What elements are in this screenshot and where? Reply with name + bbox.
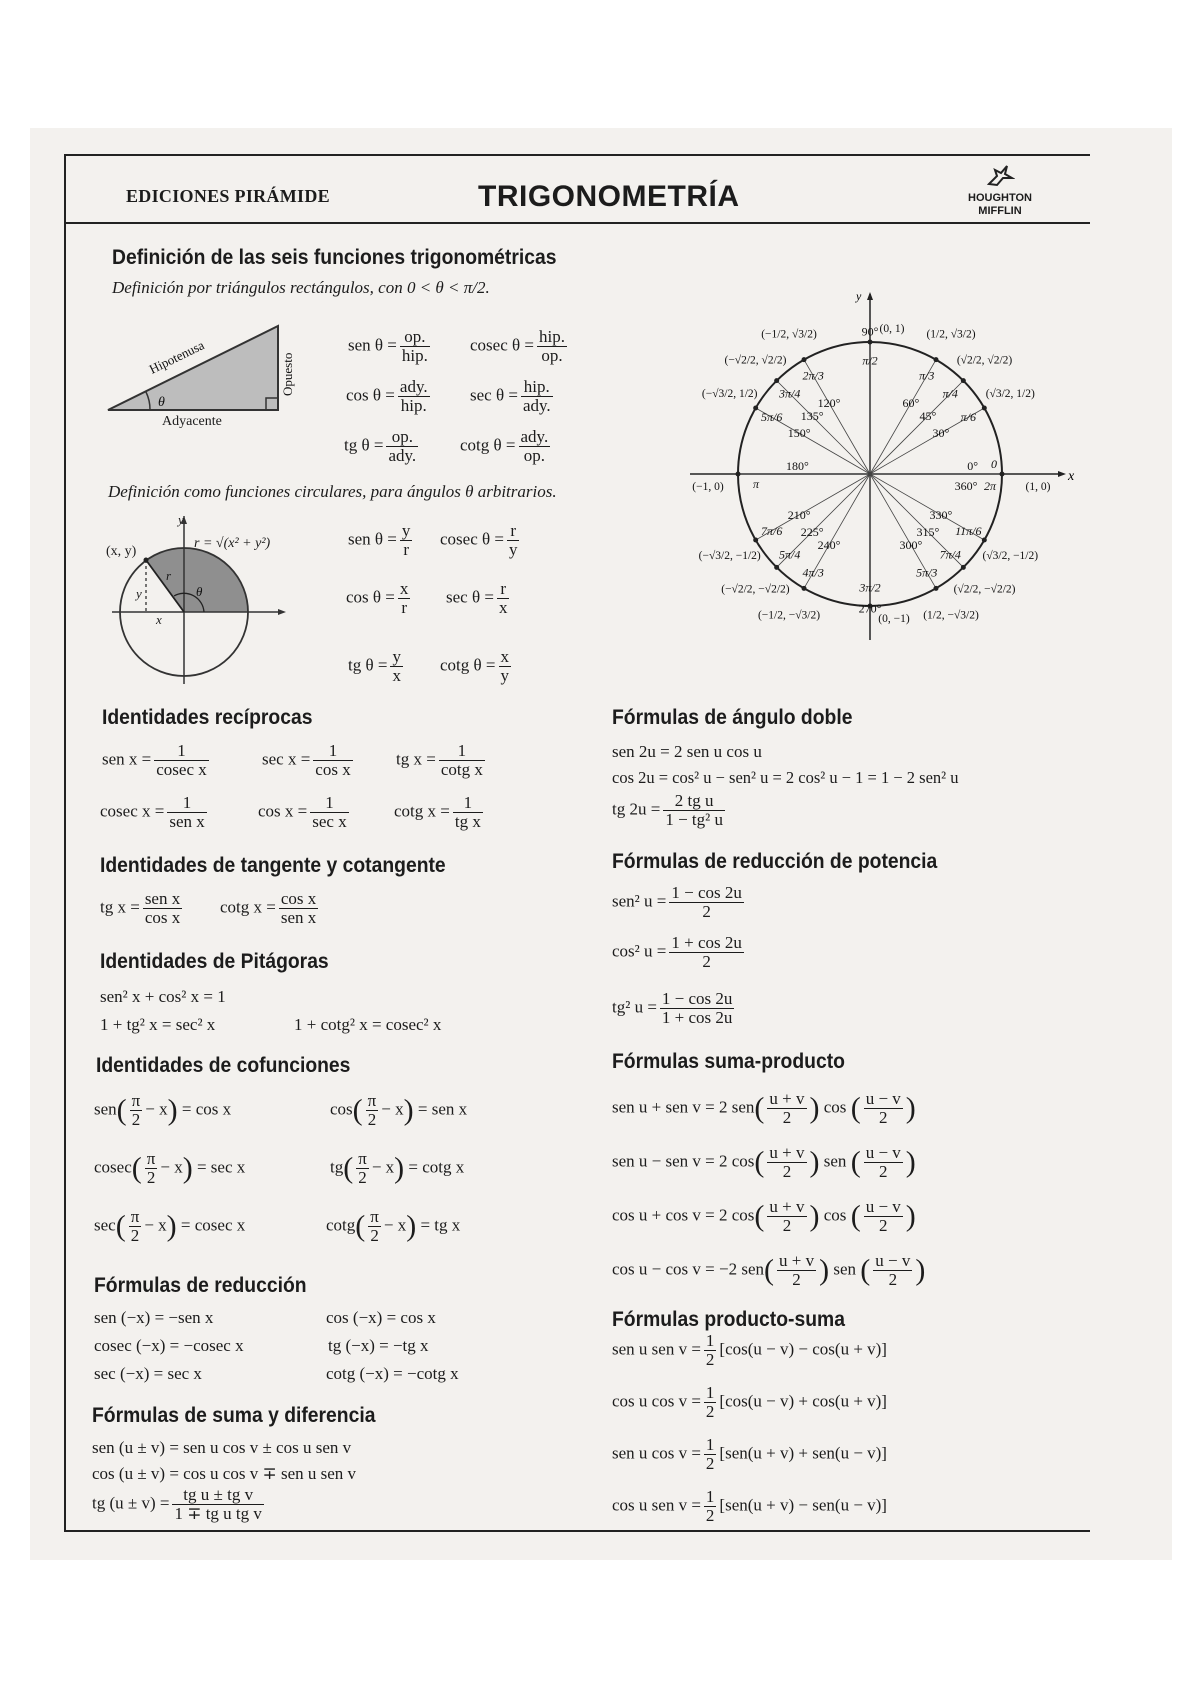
formula-sec-hip-ady: sec θ = hip. ady. [470, 377, 551, 415]
cofunction-3: tg( $\frac{\pi}{2}$ − x) = cotg x [330, 1149, 465, 1187]
uc-deg-120: 120° [817, 396, 841, 411]
uc-deg-240: 240° [817, 537, 841, 552]
uc-deg-90: 90° [861, 324, 879, 339]
uc-deg-150: 150° [787, 426, 811, 441]
uc-point-120: (−1/2, √3/2) [761, 328, 817, 341]
formula-sen-y-r: sen θ = $\frac{y}{r}$ [348, 521, 411, 559]
uc-dot-300 [934, 586, 939, 591]
uc-point-30: (√3/2, 1/2) [985, 388, 1035, 400]
uc-dot-120 [802, 357, 807, 362]
cofunction-1: cos( $\frac{\pi}{2}$ − x) = sen x [330, 1091, 468, 1129]
formula-sen-op-hip: sen θ = op. hip. [348, 327, 428, 365]
uc-rad-150: 5π/6 [761, 410, 783, 425]
red-cos: cos (−x) = cos x [326, 1308, 436, 1327]
opposite-label: Opuesto [280, 352, 295, 396]
cofunction-5: cotg( $\frac{\pi}{2}$ − x) = tg x [326, 1207, 461, 1245]
uc-point-90: (0, 1) [879, 323, 905, 335]
formula-cos-ady-hip: cos θ = ady. hip. [346, 377, 428, 415]
heading-power-reduction: Fórmulas de reducción de potencia [612, 850, 938, 873]
uc-dot-210 [753, 538, 758, 543]
circle-theta: θ [196, 584, 203, 599]
red-sec: sec (−x) = sec x [94, 1364, 202, 1383]
page-title: TRIGONOMETRÍA [478, 180, 740, 213]
sum-product-1: sen u − sen v = 2 cos( $\frac{u + v}{2}$ ) sen ( $\frac{u - v}{2}$ ) [612, 1143, 916, 1181]
heading-sum-difference: Fórmulas de suma y diferencia [92, 1404, 376, 1427]
uc-rad-210: 7π/6 [761, 523, 783, 538]
header-rule [64, 222, 1090, 224]
cot-identity: cotg x = cos x sen x [220, 889, 317, 927]
publisher-logo [958, 164, 1042, 218]
uc-rad-2pi: 2π [983, 479, 997, 493]
uc-point-330: (√3/2, −1/2) [982, 550, 1039, 562]
uc-deg-330: 330° [929, 507, 953, 522]
sub-right-triangles: Definición por triángulos rectángulos, con 0 < θ < π/2. [112, 278, 490, 297]
uc-point-60: (1/2, √3/2) [926, 328, 976, 341]
heading-sum-product: Fórmulas suma-producto [612, 1050, 845, 1073]
recip-tg: tg x = $\frac{1}{\text{cotg x}}$ [396, 741, 483, 779]
uc-point-150: (−√3/2, 1/2) [701, 388, 758, 400]
circle-r-formula: r = √(x² + y²) [194, 536, 271, 551]
logo-line-2: MIFFLIN [978, 205, 1022, 217]
uc-deg-60: 60° [902, 396, 920, 411]
uc-point-300: (1/2, −√3/2) [923, 609, 979, 622]
sum-product-2: cos u + cos v = 2 cos( $\frac{u + v}{2}$ ) cos ( $\frac{u - v}{2}$ ) [612, 1197, 916, 1235]
circle-point-xy: (x, y) [106, 544, 137, 559]
heading-tan-cot: Identidades de tangente y cotangente [100, 854, 446, 877]
uc-rad-90: π/2 [862, 353, 878, 368]
uc-point-240: (−1/2, −√3/2) [757, 609, 821, 622]
recip-sen: sen x = $\frac{1}{\text{cosec x}}$ [102, 741, 207, 779]
formula-cosec-r-y: cosec θ = $\frac{r}{y}$ [440, 521, 518, 559]
recip-cos: cos x = 1 sec x [258, 793, 347, 831]
circle-axis-y: y [178, 512, 184, 527]
uc-deg-135: 135° [800, 409, 824, 424]
product-sum-3: cos u sen v = $\frac{1}{2}$ [sen(u + v) − sen(u − v)] [612, 1487, 887, 1525]
uc-rad-300: 5π/3 [916, 565, 938, 580]
triangle-theta: θ [158, 395, 165, 410]
uc-rad-45: π/4 [942, 386, 958, 401]
uc-dot-30 [982, 406, 987, 411]
tan-identity: tg x = sen x cos x [100, 889, 181, 927]
heading-reciprocal: Identidades recíprocas [102, 706, 313, 729]
uc-dot-60 [934, 357, 939, 362]
product-sum-0: sen u sen v = $\frac{1}{2}$ [cos(u − v) − cos(u + v)] [612, 1331, 887, 1369]
uc-dot-0 [1000, 472, 1005, 477]
uc-deg-180: 180° [785, 459, 809, 473]
uc-deg-360: 360° [954, 479, 978, 493]
uc-deg-45: 45° [919, 409, 937, 424]
power-sen: sen² u = $\frac{1 - \cos 2u}{2}$ [612, 883, 742, 921]
uc-point-225: (−√2/2, −√2/2) [721, 583, 790, 596]
sumdiff-tg: tg (u ± v) = $\frac{\text{tg u ± tg v}}{\text{1 ∓ tg u tg v}}$ [92, 1485, 262, 1523]
sumdiff-cos: cos (u ± v) = cos u cos v ∓ sen u sen v [92, 1464, 357, 1483]
formula-cosec-hip-op: cosec θ = hip. op. [470, 327, 565, 365]
circle-x-label: x [156, 612, 162, 627]
uc-deg-315: 315° [916, 524, 940, 539]
uc-dot-90 [868, 340, 873, 345]
sumdiff-sen: sen (u ± v) = sen u cos v ± cos u sen v [92, 1438, 352, 1457]
double-tg: tg 2u = $\frac{\text{2 tg u}}{\text{1 − tg² u}}$ [612, 791, 723, 829]
red-cosec: cosec (−x) = −cosec x [94, 1336, 244, 1355]
formula-cotg-ady-op: cotg θ = ady. op. [460, 427, 549, 465]
cofunction-4: sec( $\frac{\pi}{2}$ − x) = cosec x [94, 1207, 246, 1245]
right-triangle-diagram [106, 322, 296, 418]
publisher: EDICIONES PIRÁMIDE [126, 186, 330, 206]
power-cos: cos² u = $\frac{1 + \cos 2u}{2}$ [612, 933, 742, 971]
uc-point-135: (−√2/2, √2/2) [724, 354, 787, 367]
red-sen: sen (−x) = −sen x [94, 1308, 214, 1327]
uc-point-180: (−1, 0) [692, 481, 724, 493]
formula-tg-op-ady: tg θ = op. ady. [344, 427, 417, 465]
uc-point-270: (0, −1) [878, 613, 910, 625]
formula-tg-y-x: tg θ = $\frac{y}{x}$ [348, 647, 401, 685]
uc-rad-120: 2π/3 [802, 368, 824, 383]
formula-cotg-x-y: cotg θ = $\frac{x}{y}$ [440, 647, 509, 685]
uc-rad-30: π/6 [960, 410, 976, 425]
pyth-3: 1 + cotg² x = cosec² x [294, 1015, 442, 1034]
heading-product-sum: Fórmulas producto-suma [612, 1308, 845, 1331]
uc-dot-315 [961, 565, 966, 570]
heading-reduction: Fórmulas de reducción [94, 1274, 307, 1297]
heading-double-angle: Fórmulas de ángulo doble [612, 706, 853, 729]
double-cos: cos 2u = cos² u − sen² u = 2 cos² u − 1 = 1 − 2 sen² u [612, 768, 959, 787]
uc-deg-210: 210° [787, 507, 811, 522]
heading-cofunctions: Identidades de cofunciones [96, 1054, 351, 1077]
uc-rad-315: 7π/4 [939, 547, 961, 562]
unit-circle-diagram [650, 290, 1090, 650]
uc-dot-150 [753, 406, 758, 411]
uc-point-315: (√2/2, −√2/2) [953, 583, 1016, 596]
uc-point-0: (1, 0) [1025, 481, 1051, 493]
circle-y-label: y [136, 586, 142, 601]
uc-deg-300: 300° [899, 537, 923, 552]
uc-rad-225: 5π/4 [779, 547, 801, 562]
red-cotg: cotg (−x) = −cotg x [326, 1364, 459, 1383]
recip-cosec: cosec x = 1 sen x [100, 793, 205, 831]
uc-dot-330 [982, 538, 987, 543]
uc-point-45: (√2/2, √2/2) [956, 354, 1013, 367]
uc-rad-0: 0 [991, 457, 997, 471]
uc-deg-225: 225° [800, 524, 824, 539]
uc-axis-x: x [1068, 469, 1075, 484]
adjacent-label: Adyacente [162, 414, 222, 429]
red-tg: tg (−x) = −tg x [328, 1336, 429, 1355]
logo-line-1: HOUGHTON [968, 192, 1032, 204]
recip-sec: sec x = $\frac{1}{\text{cos x}}$ [262, 741, 351, 779]
recip-cotg: cotg x = $\frac{1}{\text{tg x}}$ [394, 793, 481, 831]
uc-rad-135: 3π/4 [779, 386, 801, 401]
product-sum-1: cos u cos v = $\frac{1}{2}$ [cos(u − v) + cos(u + v)] [612, 1383, 887, 1421]
formula-cos-x-r: cos θ = $\frac{x}{r}$ [346, 579, 409, 617]
product-sum-2: sen u cos v = $\frac{1}{2}$ [sen(u + v) + sen(u − v)] [612, 1435, 887, 1473]
pyth-1: sen² x + cos² x = 1 [100, 987, 226, 1006]
double-sen: sen 2u = 2 sen u cos u [612, 742, 762, 761]
sum-product-0: sen u + sen v = 2 sen( $\frac{u + v}{2}$ ) cos ( $\frac{u - v}{2}$ ) [612, 1089, 916, 1127]
uc-point-210: (−√3/2, −1/2) [698, 550, 761, 562]
frame-top-rule [64, 154, 1090, 156]
uc-dot-45 [961, 378, 966, 383]
sub-circular: Definición como funciones circulares, para ángulos θ arbitrarios. [108, 482, 557, 501]
uc-deg-270: 270° [858, 601, 882, 616]
horse-logo-icon [985, 164, 1015, 188]
uc-axis-y: y [856, 290, 862, 303]
uc-deg-0: 0° [967, 459, 979, 473]
uc-dot-240 [802, 586, 807, 591]
sum-product-3: cos u − cos v = −2 sen( $\frac{u + v}{2}$ ) sen ( $\frac{u - v}{2}$ ) [612, 1251, 926, 1289]
uc-dot-180 [736, 472, 741, 477]
heading-pythagoras: Identidades de Pitágoras [100, 950, 329, 973]
cofunction-2: cosec( $\frac{\pi}{2}$ − x) = sec x [94, 1149, 246, 1187]
uc-rad-240: 4π/3 [802, 565, 824, 580]
uc-dot-225 [774, 565, 779, 570]
heading-definitions: Definición de las seis funciones trigonométricas [112, 246, 557, 269]
formula-sec-r-x: sec θ = $\frac{r}{x}$ [446, 579, 508, 617]
uc-rad-270: 3π/2 [859, 580, 881, 595]
power-tg: tg² u = $\frac{1 - \cos 2u}{1 + \cos 2u}$ [612, 989, 733, 1027]
frame-left-rule [64, 154, 66, 1530]
uc-rad-60: π/3 [919, 368, 935, 383]
cofunction-0: sen( $\frac{\pi}{2}$ − x) = cos x [94, 1091, 232, 1129]
pyth-2: 1 + tg² x = sec² x [100, 1015, 216, 1034]
frame-bottom-rule [64, 1530, 1090, 1532]
uc-dot-135 [774, 378, 779, 383]
uc-deg-30: 30° [932, 426, 950, 441]
uc-rad-180: π [752, 477, 760, 491]
hypotenuse-label: Hipotenusa [146, 337, 207, 377]
circle-r-label: r [166, 568, 172, 583]
uc-rad-330: 11π/6 [955, 523, 982, 538]
